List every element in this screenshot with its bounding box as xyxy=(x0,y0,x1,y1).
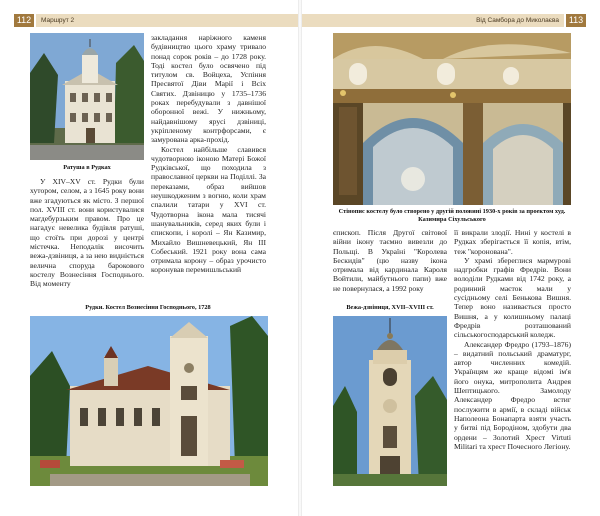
church-interior-photo xyxy=(333,33,571,205)
right-running-title: Від Самбора до Миколаєва xyxy=(476,17,559,24)
town-hall-photo xyxy=(30,33,144,160)
right-page-column-1 xyxy=(333,228,447,293)
tower-caption: Вежа-дзвіниця, XVII–XVIII ст. xyxy=(346,304,434,311)
left-running-header xyxy=(36,14,298,27)
right-running-header xyxy=(302,14,564,27)
book-gutter xyxy=(298,0,302,516)
paragraph: єпископ. Після Другої світової війни ікону таємно вивезли до Польщі. В Україні "Королева Бескидів" (цю назву ікона отримала від кардинала Кароля Войтили, майбутнього папи) вже не повернулася, а 1992 року xyxy=(333,228,447,293)
left-page-column-1 xyxy=(30,177,144,289)
paragraph: У храмі збереглися мармурові надгробки графів Фредрів. Вони володіли Рудками від 1742 року, а родинний маєток мали у сусідньому селі Беньковa Вишня. Тепер воно називається просто Вишня, а у колишньому палаці Фредрів розташований сільськогосподарський коледж. xyxy=(454,255,571,340)
right-page-number: 113 xyxy=(566,14,586,27)
paragraph: закладання наріжного каменя будівництво цього храму тривало понад сорок років – до 1728 року. Тоді костел було освячено під титулом св. Войцеха, Успіння Пресвятої Діви Марії і Всіх Святих. Дзвіницю у 1735–1736 роках перебудували з давнішої оборонної вежі. У нижньому, найдавнішому ярусі дзвіниці, укріпленому контрфорсами, є замурована арка-прохід. xyxy=(151,33,266,145)
left-running-title: Маршрут 2 xyxy=(41,17,75,24)
paragraph: Александер Фредро (1793–1876) – видатний польський драматург, автор численних комедій. Українцям же краще відомі ім'я його онука, митрополита Андрея Шептицького. Замолоду Александер Фредро встиг послужити в армії, в складі військ Наполеона Бонапарта взяти участь у битві під Бородіном, здобути два ордени – Золотий Хрест Virtuti Militari та хрест Почесного Легіону. xyxy=(454,339,571,451)
interior-caption: Стінопис костелу було створено у другій половині 1930-х років за проектом худ. Казимира Сіхульського xyxy=(338,208,566,223)
bell-tower-photo xyxy=(333,316,447,486)
paragraph: її викрали злодії. Нині у костелі в Рудках зберігається її копія, втім, теж "коронована". xyxy=(454,228,571,256)
town-hall-caption: Ратуша в Рудках xyxy=(63,164,111,171)
paragraph: Костел найбільше славився чудотворною іконою Матері Божої Рудківської, що походила з православної церкви на Поділлі. За переказами, образ вийшов неушкодженим з вогню, коли храм спалили татари у XVI ст. Чудотворна ікона мала тисячі шанувальників, серед яких були і єпископи, і королі – Ян Казимир, Михайло Вишневецький, Ян III Собеський. 1921 року вона сама отримала корону – образ урочисто коронував перемишльський xyxy=(151,144,266,275)
paragraph: У XIV–XV ст. Рудки були хутором, селом, а з 1645 року вони вже згадуються як місто. З першої пол. XVIII ст. вони користувалися магдебурзьким правом. Про це нагадує невелика будівля ратуші, що стоїть при дорозі у центрі містечка. Неподалік височить вежа-дзвіниця, а за нею видніється велична споруда барокового костелу Вознесіння Господнього. Від моменту xyxy=(30,177,144,289)
left-page-column-2 xyxy=(151,33,266,275)
left-page-number: 112 xyxy=(14,14,34,27)
church-exterior-photo xyxy=(30,316,268,486)
church-caption: Рудки. Костел Вознесіння Господнього, 1728 xyxy=(85,304,211,311)
right-page-column-2 xyxy=(454,228,571,451)
